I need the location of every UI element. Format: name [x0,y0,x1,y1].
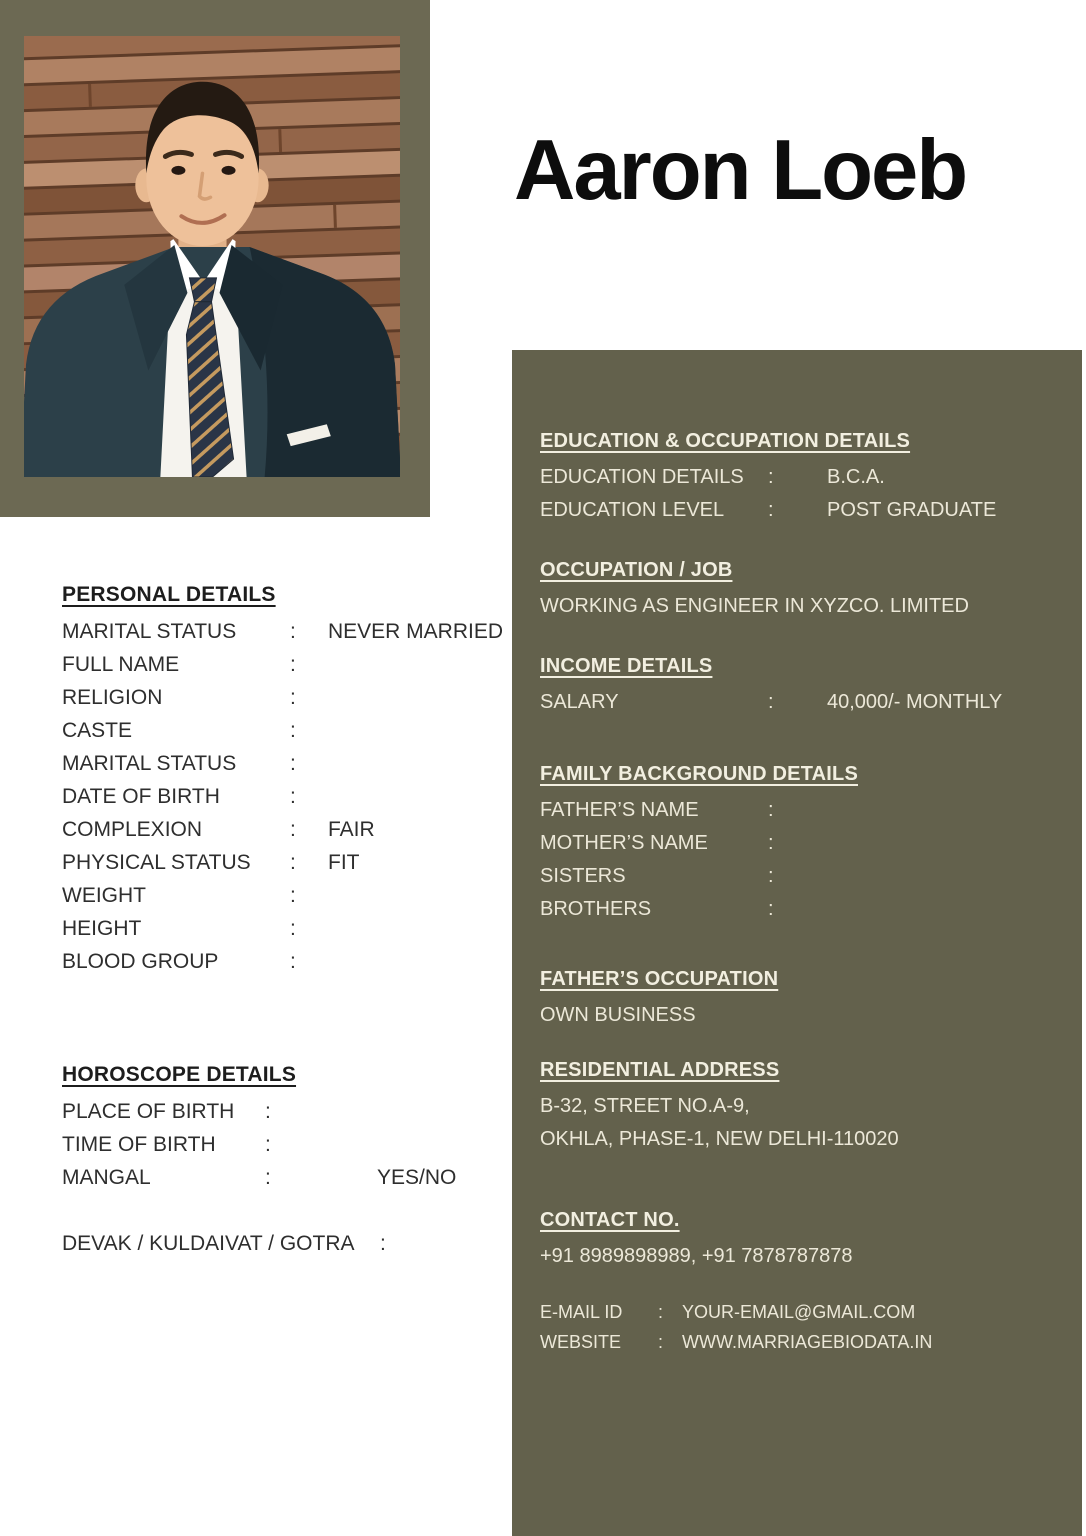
detail-colon: : [290,686,296,709]
detail-label: PHYSICAL STATUS [62,851,251,874]
detail-row [62,681,522,714]
detail-label: MARITAL STATUS [62,620,237,643]
detail-colon: : [265,1133,271,1156]
detail-value: POST GRADUATE [827,499,997,521]
panel-section [540,559,1058,623]
detail-label: SISTERS [540,865,626,887]
detail-label: MARITAL STATUS [62,752,237,775]
detail-label: PLACE OF BIRTH [62,1100,235,1123]
detail-row [540,686,1058,719]
section-rows [540,461,1058,527]
detail-label: FATHER’S NAME [540,799,699,821]
detail-label: FULL NAME [62,653,180,676]
section-rows [540,999,1058,1032]
section-heading: FATHER’S OCCUPATION [540,968,779,990]
detail-colon: : [265,1166,271,1189]
detail-row [540,461,1058,494]
detail-colon: : [658,1332,664,1352]
detail-colon: : [768,832,774,854]
detail-value: YES/NO [377,1166,457,1189]
detail-label: DATE OF BIRTH [62,785,220,808]
detail-row [540,860,1058,893]
detail-label: CASTE [62,719,133,742]
detail-value: NEVER MARRIED [328,620,504,643]
detail-row [62,813,522,846]
personal-details-section [62,583,522,978]
detail-colon: : [290,950,296,973]
detail-line: B-32, STREET NO.A-9, [540,1095,750,1117]
detail-colon: : [768,799,774,821]
detail-row [540,893,1058,926]
detail-label: RELIGION [62,686,163,709]
detail-colon: : [768,691,774,713]
detail-row [62,879,522,912]
section-rows [540,1240,1058,1273]
detail-colon: : [290,917,296,940]
detail-label: DEVAK / KULDAIVAT / GOTRA [62,1232,355,1255]
horoscope-rows [62,1095,522,1194]
detail-label: SALARY [540,691,619,713]
panel-sections [540,430,1058,1357]
section-rows [540,794,1058,926]
detail-label: BROTHERS [540,898,652,920]
detail-colon: : [380,1232,386,1255]
section-rows [540,686,1058,719]
section-rows [540,1090,1058,1156]
portrait-illustration [24,36,400,477]
panel-section [540,968,1058,1032]
detail-label: COMPLEXION [62,818,203,841]
detail-row [62,846,522,879]
detail-row [62,714,522,747]
detail-colon: : [290,752,296,775]
detail-row [62,615,522,648]
personal-details-heading: PERSONAL DETAILS [62,583,276,606]
detail-label: TIME OF BIRTH [62,1133,216,1156]
detail-row [540,794,1058,827]
detail-label: MOTHER’S NAME [540,832,708,854]
detail-row [62,1128,522,1161]
detail-label: BLOOD GROUP [62,950,219,973]
detail-colon: : [768,865,774,887]
detail-line: OWN BUSINESS [540,1004,696,1026]
section-rows [540,590,1058,623]
detail-row [62,1095,522,1128]
detail-row [62,747,522,780]
detail-colon: : [658,1302,664,1322]
page-title: Aaron Loeb [514,123,967,218]
detail-colon: : [290,851,296,874]
section-heading: INCOME DETAILS [540,655,713,677]
detail-line: WORKING AS ENGINEER IN XYZCO. LIMITED [540,595,969,617]
detail-label: EDUCATION DETAILS [540,466,744,488]
detail-label: WEIGHT [62,884,146,907]
section-heading: EDUCATION & OCCUPATION DETAILS [540,430,911,452]
detail-row [62,912,522,945]
panel-section [540,655,1058,719]
detail-colon: : [768,466,774,488]
detail-row [62,648,522,681]
detail-row [540,1297,1058,1327]
section-heading: CONTACT NO. [540,1209,680,1231]
detail-label: EDUCATION LEVEL [540,499,725,521]
horoscope-details-section [62,1063,522,1260]
detail-value: FAIR [328,818,375,841]
horoscope-details-heading: HOROSCOPE DETAILS [62,1063,297,1086]
detail-label: HEIGHT [62,917,142,940]
detail-row [62,780,522,813]
panel-section [540,1059,1058,1156]
detail-line: +91 8989898989, +91 7878787878 [540,1245,853,1267]
panel-section [540,1209,1058,1273]
detail-value: 40,000/- MONTHLY [827,691,1003,713]
detail-colon: : [290,620,296,643]
section-heading: RESIDENTIAL ADDRESS [540,1059,780,1081]
detail-row [62,1227,522,1260]
detail-row [62,1161,522,1194]
detail-value: FIT [328,851,360,874]
detail-value: YOUR-EMAIL@GMAIL.COM [682,1302,916,1322]
detail-row [62,945,522,978]
detail-colon: : [768,898,774,920]
detail-colon: : [290,653,296,676]
detail-label: E-MAIL ID [540,1302,623,1322]
detail-row [540,494,1058,527]
detail-value: B.C.A. [827,466,885,488]
detail-colon: : [265,1100,271,1123]
detail-row [540,1327,1058,1357]
detail-label: MANGAL [62,1166,151,1189]
detail-colon: : [290,884,296,907]
profile-photo [24,36,400,477]
section-heading: OCCUPATION / JOB [540,559,733,581]
section-rows [540,1297,1058,1357]
detail-colon: : [768,499,774,521]
panel-section [540,430,1058,527]
panel-section [540,763,1058,926]
panel-section [540,1297,1058,1357]
detail-colon: : [290,785,296,808]
section-heading: FAMILY BACKGROUND DETAILS [540,763,858,785]
photo-frame [0,0,430,517]
detail-colon: : [290,818,296,841]
detail-line: OKHLA, PHASE-1, NEW DELHI-110020 [540,1128,899,1150]
detail-value: WWW.MARRIAGEBIODATA.IN [682,1332,933,1352]
detail-label: WEBSITE [540,1332,622,1352]
detail-row [540,827,1058,860]
personal-details-rows [62,615,522,978]
detail-colon: : [290,719,296,742]
details-panel [512,350,1082,1536]
